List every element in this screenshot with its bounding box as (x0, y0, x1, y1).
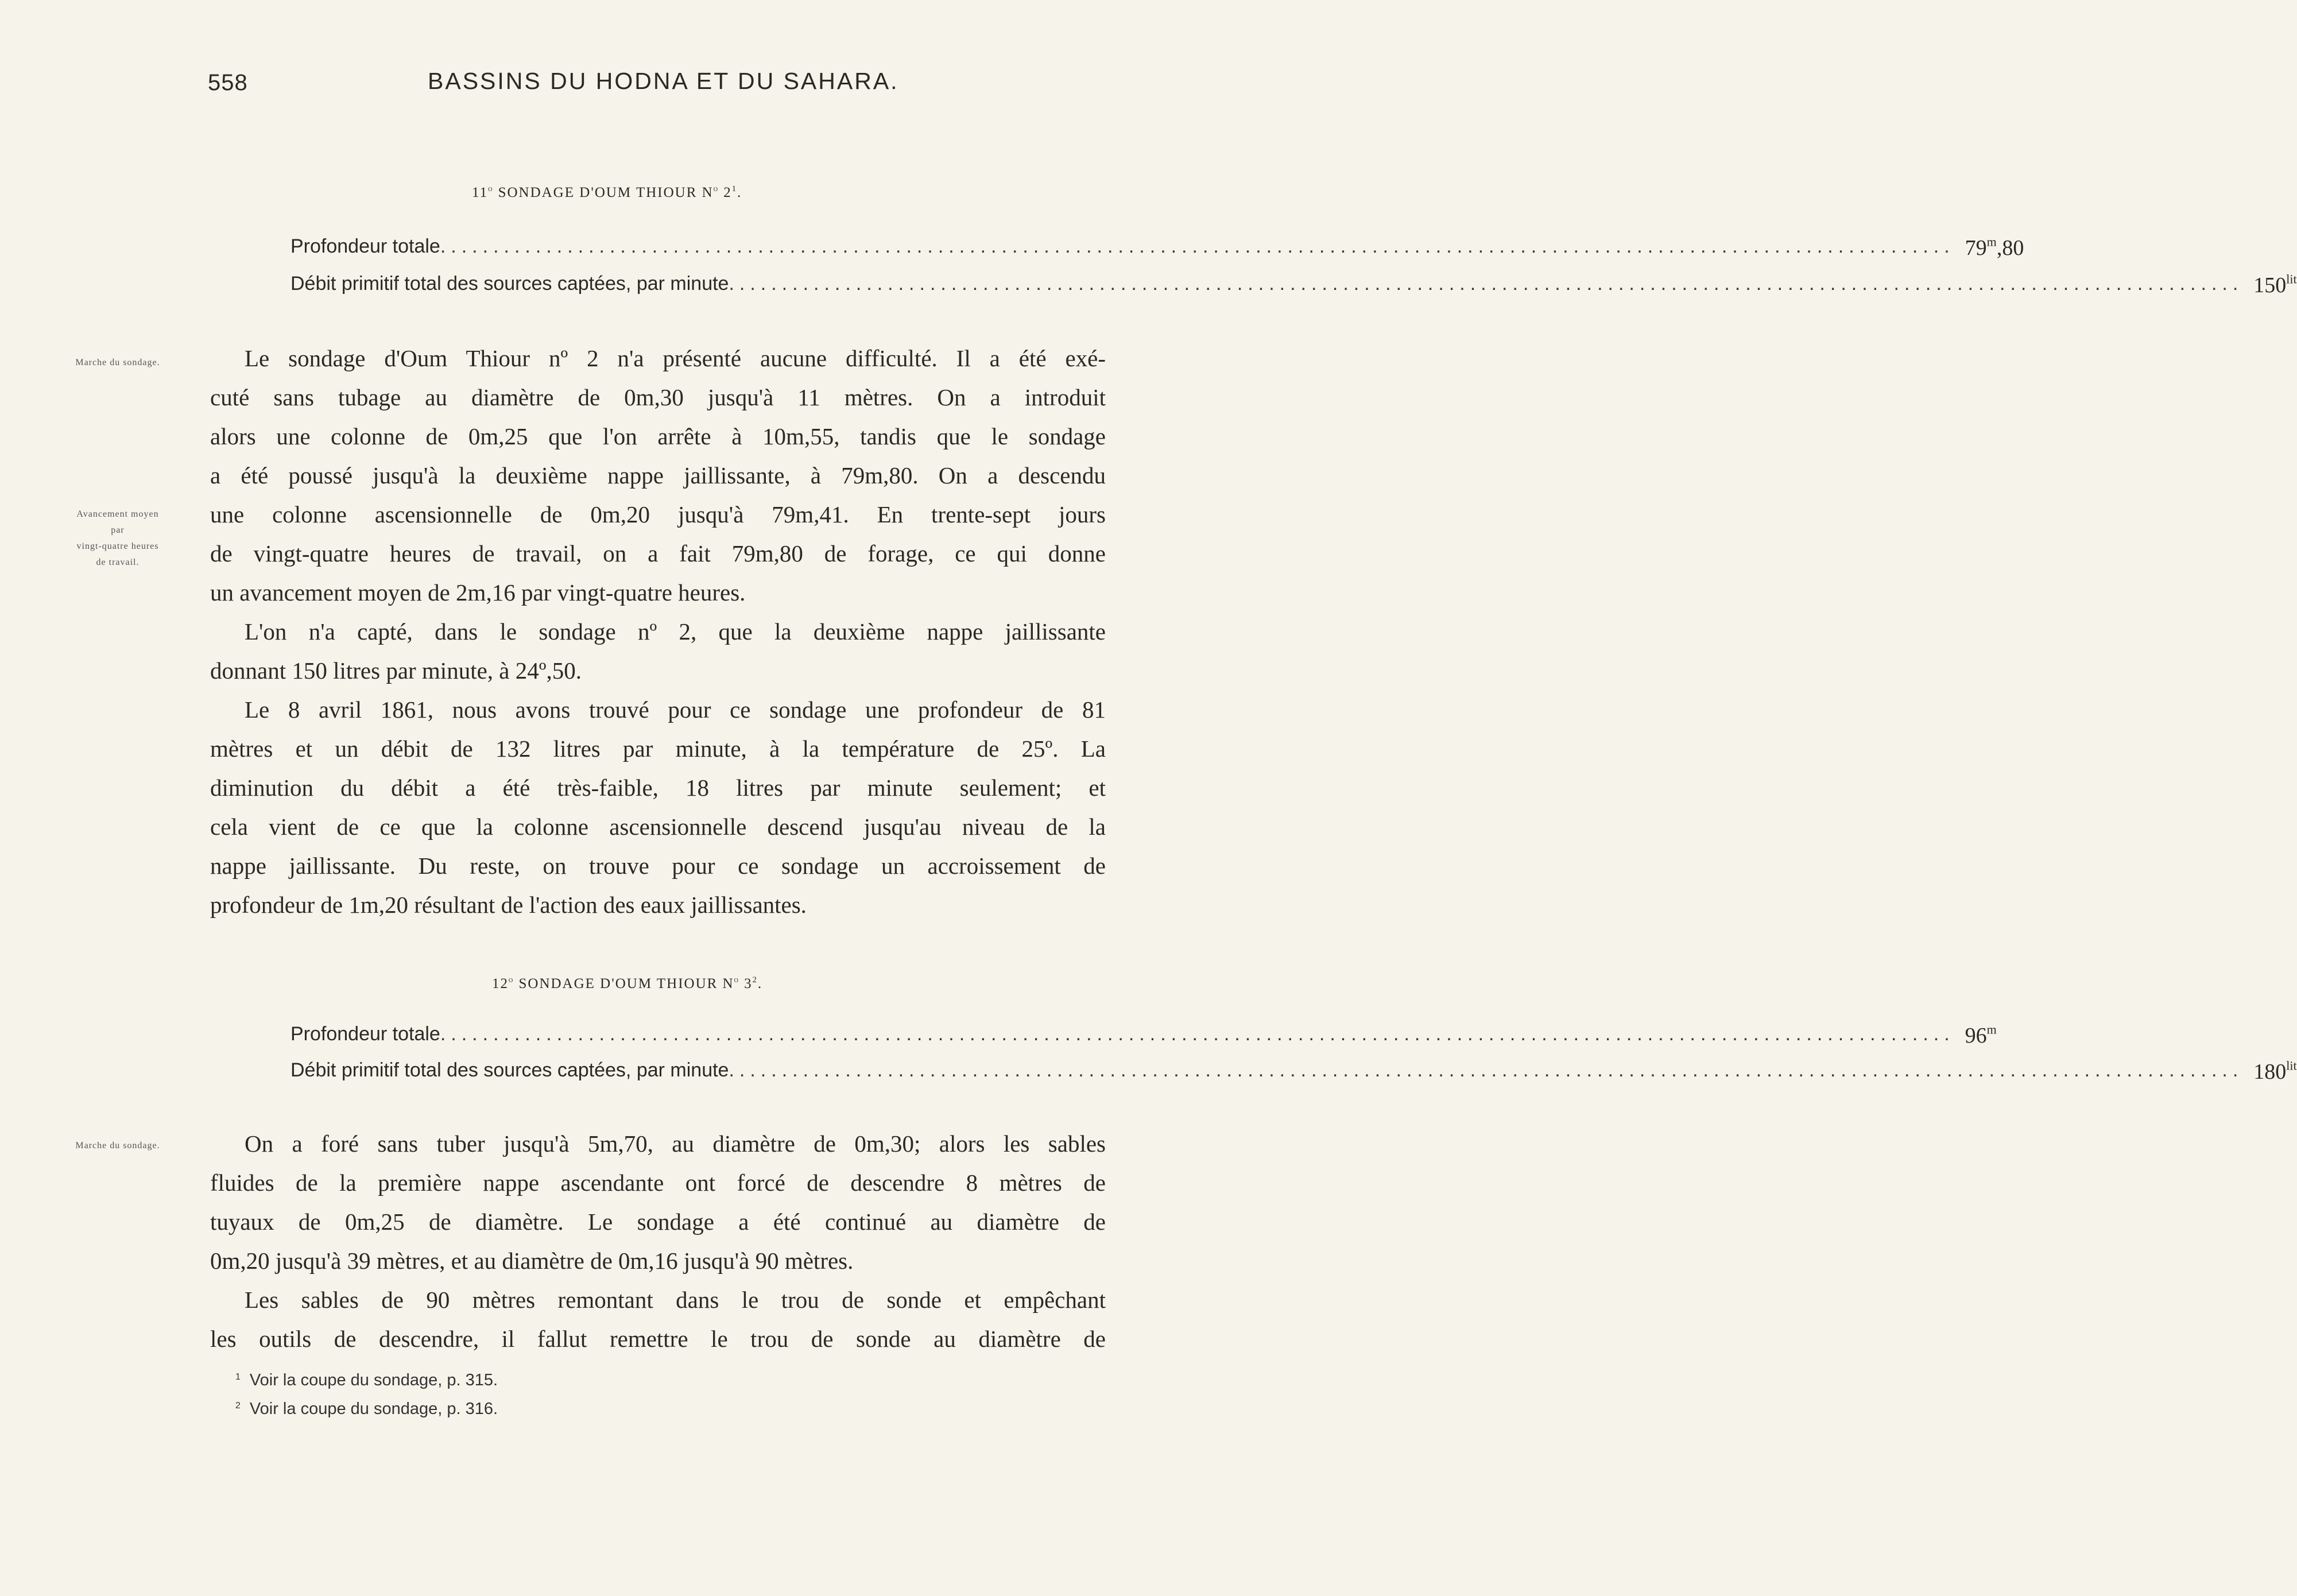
section-11-body (210, 339, 1106, 924)
paragraph: On a foré sans tuber jusqu'à 5m,70, au diamètre de 0m,30; alors les sables fluides de la première nappe ascendante ont forcé de descendre 8 mètres de tuyaux de 0m,25 de diamètre. Le sondage a été continué au diamètre de 0m,20 jusqu'à 39 mètres, et au diamètre de 0m,16 jusqu'à 90 mètres. (210, 1130, 1106, 1274)
spec-depth-12-value: 96$^m$ (1965, 1022, 1997, 1048)
section-12-body (210, 1124, 1106, 1358)
paragraph: Les sables de 90 mètres remontant dans le trou de sonde et empêchant les outils de descendre, il fallut remettre le trou de sonde au diamètre de (210, 1287, 1106, 1352)
margin-note-marche-2: Marche du sondage. (75, 1141, 160, 1150)
spec-depth-11: Profondeur totale ............................................................................................................................................... 79$^m$,80 (290, 234, 2024, 260)
paragraph: Le sondage d'Oum Thiour nº 2 n'a présenté aucune difficulté. Il a été exé- cuté sans tubage au diamètre de 0m,30 jusqu'à 11 mètres. On a introduit alors une colonne de 0m,25 que l'on arrête à 10m,55, tandis que le sondage a été poussé jusqu'à la deuxième nappe jaillissante, à 79m,80. On a descendu une colonne ascensionnelle de 0m,20 jusqu'à 79m,41. En trente-sept jours de vingt-quatre heures de travail, on a fait 79m,80 de forage, ce qui donne un avancement moyen de 2m,16 par vingt-quatre heures. (210, 345, 1106, 606)
spec-flow-11: Débit primitif total des sources captées, par minute ............................................................................................................................................... $150^{lit}$ (290, 272, 2297, 297)
section-12-title: 12$^o$ SONDAGE D'OUM THIOUR $N^o$ $3^2$. (492, 975, 763, 991)
paragraph: L'on n'a capté, dans le sondage nº 2, que la deuxième nappe jaillissante donnant 150 litres par minute, à 24º,50. (210, 618, 1106, 684)
page-number: 558 (208, 70, 248, 95)
spec-flow-11-value: $150^{lit}$ (2253, 272, 2297, 297)
paragraph: Le 8 avril 1861, nous avons trouvé pour ce sondage une profondeur de 81 mètres et un débit de 132 litres par minute, à la température de 25º. La diminution du débit a été très-faible, 18 litres par minute seulement; et cela vient de ce que la colonne ascensionnelle descend jusqu'au niveau de la nappe jaillissante. Du reste, on trouve pour ce sondage un accroissement de profondeur de 1m,20 résultant de l'action des eaux jaillissantes. (210, 696, 1106, 918)
footnote-2: $^2$ Voir la coupe du sondage, p. 316. (235, 1400, 498, 1418)
spec-flow-12-value: $180^{lit}$ (2253, 1058, 2297, 1084)
margin-note-avancement: Avancement moyen par vingt-quatre heures de travail. (76, 509, 159, 567)
section-11-title: 11$^o$ SONDAGE D'OUM THIOUR $N^o$ $2^1$. (472, 184, 742, 200)
running-header-title: BASSINS DU HODNA ET DU SAHARA. (428, 68, 899, 94)
margin-note-marche-1: Marche du sondage. (75, 358, 160, 367)
spec-depth-12: Profondeur totale ............................................................................................................................................... 96$^m$ (290, 1022, 1997, 1048)
spec-depth-11-value: 79$^m$,80 (1965, 234, 2024, 260)
spec-flow-12: Débit primitif total des sources captées, par minute ............................................................................................................................................... $180^{lit}$ (290, 1058, 2297, 1084)
footnote-1: $^1$ Voir la coupe du sondage, p. 315. (235, 1371, 498, 1389)
